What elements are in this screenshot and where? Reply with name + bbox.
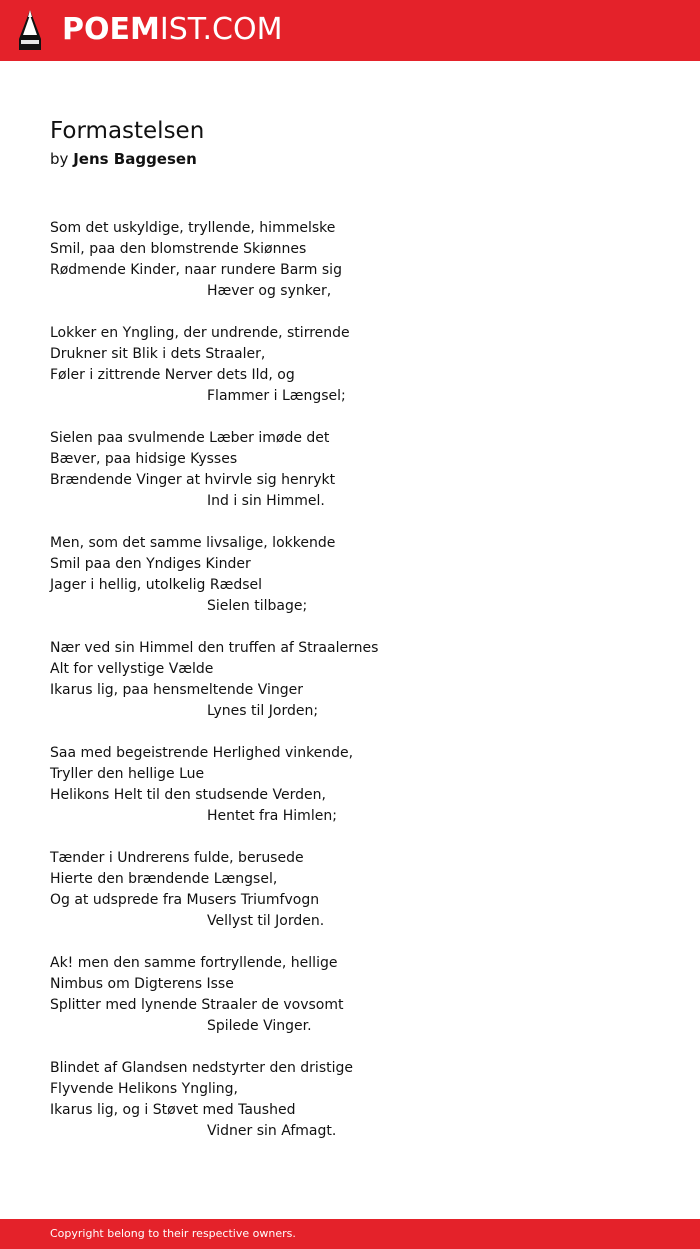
poem-line: Jager i hellig, utolkelig Rædsel (50, 577, 263, 593)
stanza (50, 953, 670, 1037)
poem-line: Flammer i Længsel; (207, 388, 346, 404)
stanza (50, 743, 670, 827)
poem-line: Vidner sin Afmagt. (207, 1123, 337, 1139)
poem-line: Smil, paa den blomstrende Skiønnes (50, 241, 307, 257)
pencil-tip-icon[interactable] (17, 9, 43, 51)
poem-line: Nimbus om Digterens Isse (50, 976, 234, 992)
poem-line: Ikarus lig, og i Støvet med Taushed (50, 1102, 296, 1118)
copyright-notice: Copyright belong to their respective owners. (50, 1227, 296, 1240)
stanza (50, 638, 670, 722)
logo-bold-text: POEM (62, 12, 160, 47)
poem-line: Spilede Vinger. (207, 1018, 312, 1034)
stanza (50, 1058, 670, 1142)
poem-body (50, 218, 670, 1163)
poem-line: Sielen paa svulmende Læber imøde det (50, 430, 330, 446)
poem-line: Helikons Helt til den studsende Verden, (50, 787, 326, 803)
poem-line: Nær ved sin Himmel den truffen af Straalernes (50, 640, 379, 656)
poem-byline (50, 148, 197, 170)
poem-line: Tænder i Undrerens fulde, berusede (50, 850, 304, 866)
poem-line: Føler i zittrende Nerver dets Ild, og (50, 367, 295, 383)
poem-line: Hentet fra Himlen; (207, 808, 337, 824)
poem-line: Ak! men den samme fortryllende, hellige (50, 955, 338, 971)
stanza (50, 218, 670, 302)
stanza (50, 533, 670, 617)
poem-author[interactable]: Jens Baggesen (73, 150, 197, 168)
poem-line: Ikarus lig, paa hensmeltende Vinger (50, 682, 304, 698)
by-label: by (50, 150, 69, 168)
poem-line: Drukner sit Blik i dets Straaler, (50, 346, 266, 362)
poem-line: Tryller den hellige Lue (50, 766, 205, 782)
poem-line: Lynes til Jorden; (207, 703, 319, 719)
poem-line: Hierte den brændende Længsel, (50, 871, 278, 887)
poem-line: Brændende Vinger at hvirvle sig henrykt (50, 472, 336, 488)
poem-line: Bæver, paa hidsige Kysses (50, 451, 238, 467)
poem-line: Splitter med lynende Straaler de vovsomt (50, 997, 344, 1013)
poem-line: Smil paa den Yndiges Kinder (50, 556, 251, 572)
poem-line: Rødmende Kinder, naar rundere Barm sig (50, 262, 342, 278)
poem-line: Flyvende Helikons Yngling, (50, 1081, 238, 1097)
logo-light-text: IST.COM (159, 12, 283, 47)
poem-line: Alt for vellystige Vælde (50, 661, 214, 677)
site-header (0, 0, 700, 61)
site-footer (0, 1219, 700, 1249)
poem-line: Lokker en Yngling, der undrende, stirrende (50, 325, 350, 341)
poem-line: Hæver og synker, (207, 283, 332, 299)
stanza (50, 848, 670, 932)
poem-line: Blindet af Glandsen nedstyrter den dristige (50, 1060, 353, 1076)
stanza (50, 428, 670, 512)
poem-line: Ind i sin Himmel. (207, 493, 325, 509)
poem-line: Vellyst til Jorden. (207, 913, 325, 929)
poem-line: Men, som det samme livsalige, lokkende (50, 535, 336, 551)
site-logo[interactable] (62, 12, 282, 48)
poem-title: Formastelsen (50, 118, 205, 144)
poem-line: Sielen tilbage; (207, 598, 308, 614)
poem-line: Saa med begeistrende Herlighed vinkende, (50, 745, 354, 761)
poem-line: Som det uskyldige, tryllende, himmelske (50, 220, 336, 236)
poem-line: Og at udsprede fra Musers Triumfvogn (50, 892, 320, 908)
stanza (50, 323, 670, 407)
